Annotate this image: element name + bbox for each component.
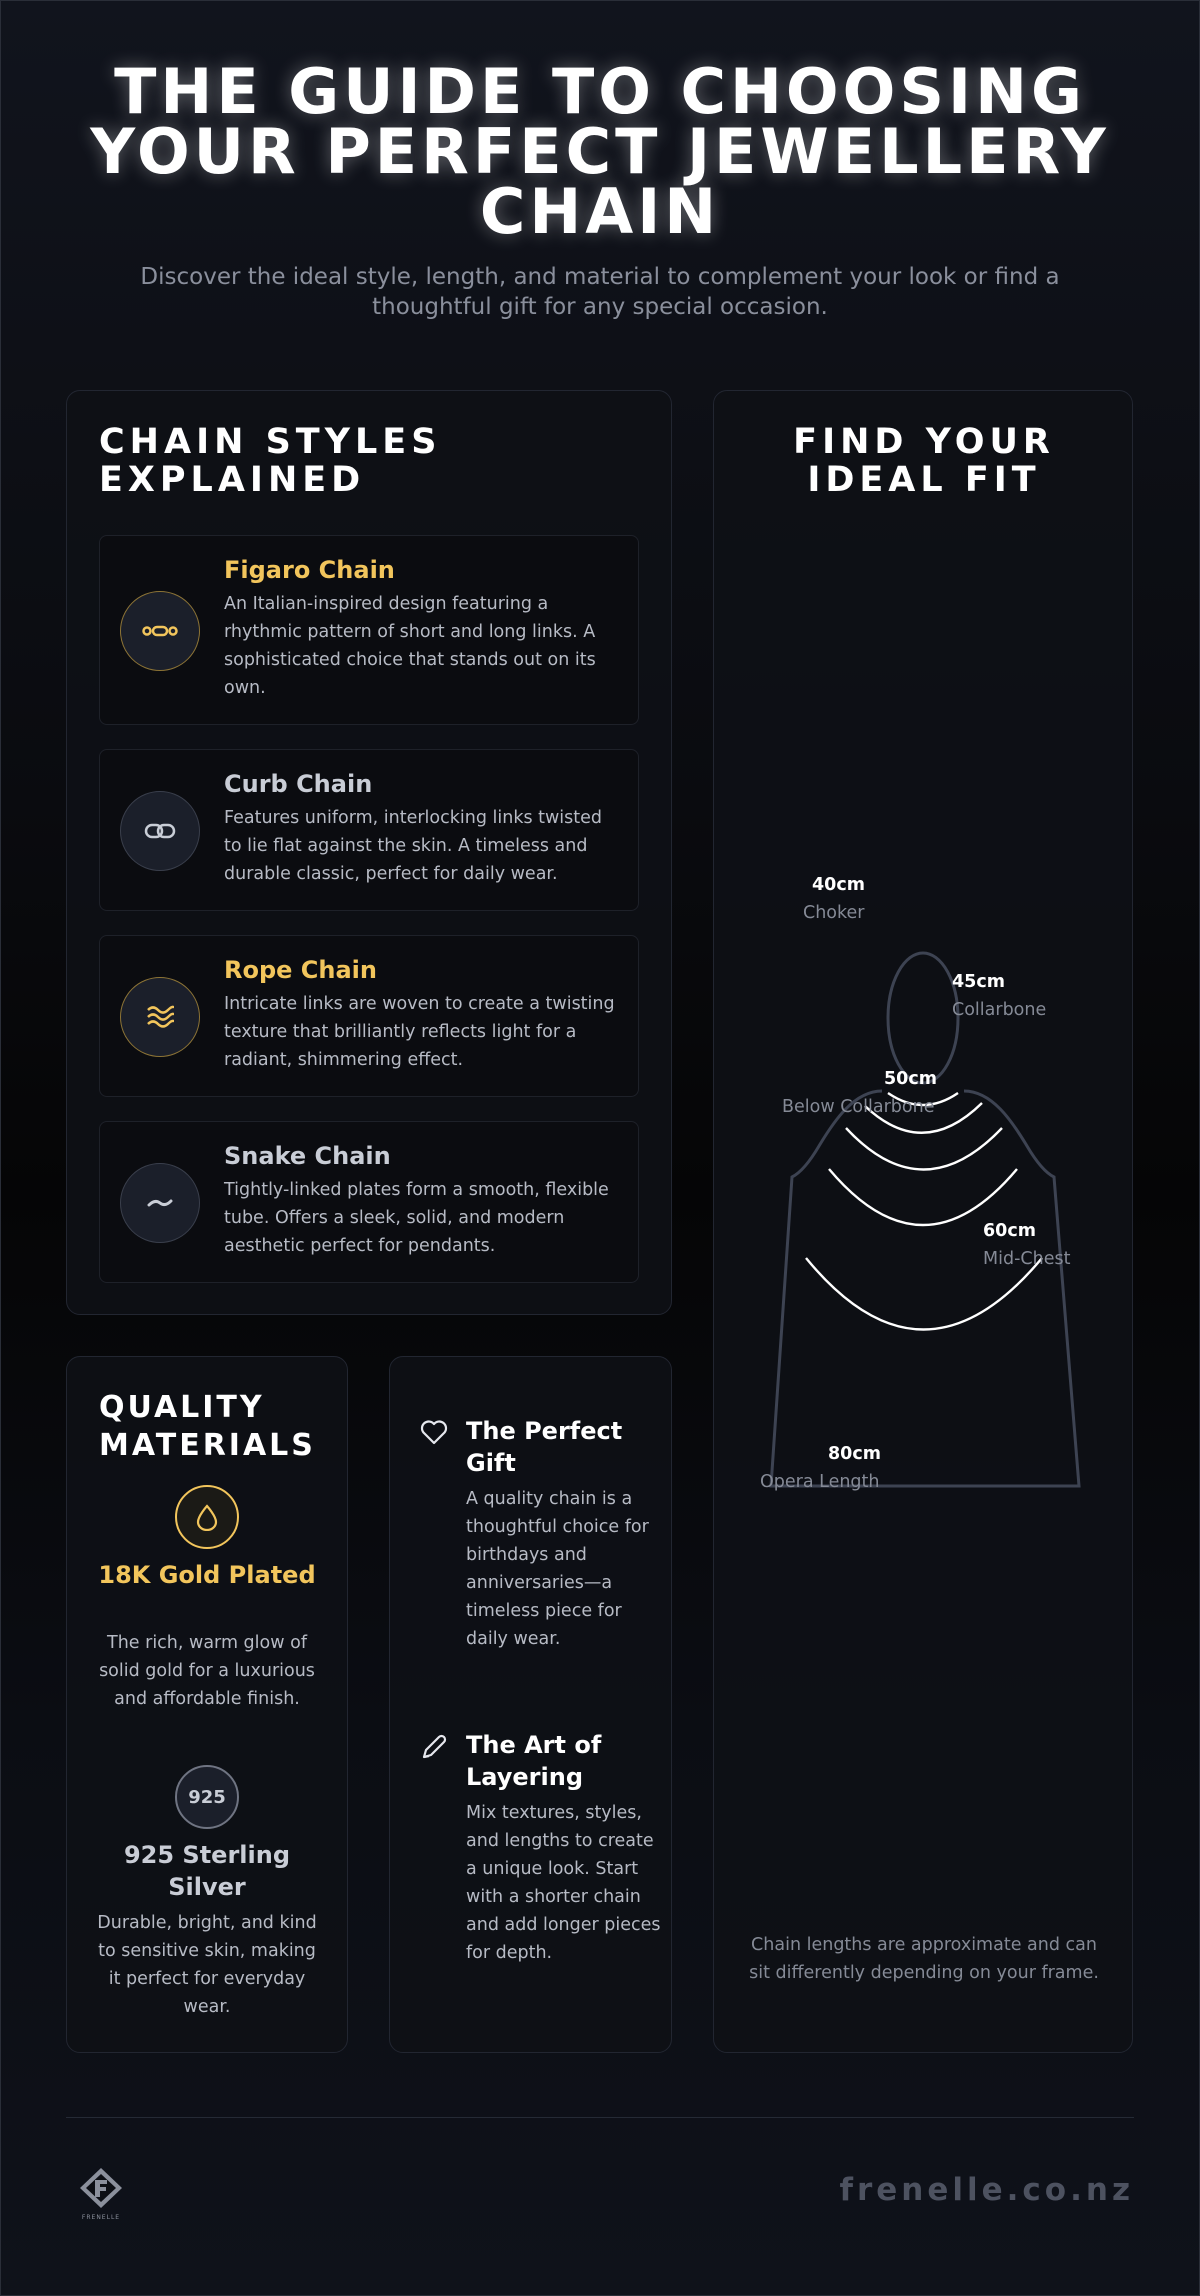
tip-description: Mix textures, styles, and lengths to create a unique look. Start with a shorter chain and add longer pieces for depth.	[466, 1803, 661, 1963]
silver-badge-text: 925	[188, 1786, 226, 1808]
diamond-logo-icon	[76, 2166, 126, 2210]
curb-link-icon	[120, 791, 200, 871]
gold-drop-badge	[175, 1485, 239, 1549]
tip-title: The Art of Layering	[466, 1731, 602, 1791]
length-value-45: 45cm	[952, 972, 1005, 992]
snake-tilde-icon	[120, 1163, 200, 1243]
page-title: THE GUIDE TO CHOOSING YOUR PERFECT JEWELLERY CHAIN	[90, 55, 1110, 248]
silver-925-badge	[175, 1765, 239, 1829]
style-name: Curb Chain	[224, 770, 373, 798]
materials-heading: QUALITY MATERIALS	[99, 1390, 316, 1463]
tips-panel	[389, 1356, 672, 2053]
brand-logo-wordmark: FRENELLE	[81, 2214, 121, 2221]
chain-line-50cm	[846, 1128, 1002, 1170]
fit-heading: FIND YOUR IDEAL FIT	[793, 422, 1055, 500]
material-description: The rich, warm glow of solid gold for a luxurious and affordable finish.	[99, 1633, 315, 1709]
length-value-60: 60cm	[983, 1221, 1036, 1241]
length-label-mid-chest: Mid-Chest	[983, 1249, 1071, 1269]
material-name: 18K Gold Plated	[98, 1561, 316, 1589]
length-label-below-collarbone: Below Collarbone	[782, 1097, 935, 1117]
material-description: Durable, bright, and kind to sensitive skin, making it perfect for everyday wear.	[97, 1913, 317, 2017]
length-label-collarbone: Collarbone	[952, 1000, 1047, 1020]
tip-title: The Perfect Gift	[466, 1417, 623, 1477]
material-name: 925 Sterling Silver	[123, 1841, 291, 1901]
pen-icon	[420, 1733, 448, 1761]
body-silhouette-diagram	[714, 911, 1134, 1631]
style-card-rope	[99, 935, 639, 1097]
neck-outline	[888, 953, 958, 1083]
heart-icon	[420, 1419, 448, 1447]
find-fit-panel	[713, 390, 1133, 2053]
chain-styles-panel	[66, 390, 672, 1315]
style-description: An Italian-inspired design featuring a rhythmic pattern of short and long links. A sophisticated choice that stands out on its own.	[224, 594, 596, 698]
style-name: Snake Chain	[224, 1142, 391, 1170]
style-card-figaro	[99, 535, 639, 725]
style-description: Intricate links are woven to create a twisting texture that brilliantly reflects light for a radiant, shimmering effect.	[224, 994, 615, 1070]
website-link[interactable]: frenelle.co.nz	[839, 2172, 1134, 2208]
footer-divider	[66, 2117, 1134, 2118]
style-description: Features uniform, interlocking links twisted to lie flat against the skin. A timeless and durable classic, perfect for daily wear.	[224, 808, 603, 884]
drop-icon	[195, 1503, 219, 1531]
length-label-choker: Choker	[803, 903, 865, 923]
length-value-40: 40cm	[812, 875, 865, 895]
chain-styles-heading: CHAIN STYLES EXPLAINED	[99, 422, 442, 500]
brand-logo[interactable]	[76, 2166, 126, 2226]
torso-outline	[771, 1091, 1079, 1486]
style-card-snake	[99, 1121, 639, 1283]
length-value-80: 80cm	[828, 1444, 881, 1464]
fit-disclaimer: Chain lengths are approximate and can sit differently depending on your frame.	[749, 1935, 1099, 1983]
length-value-50: 50cm	[884, 1069, 937, 1089]
tip-description: A quality chain is a thoughtful choice for birthdays and anniversaries—a timeless piece for daily wear.	[466, 1489, 649, 1649]
quality-materials-panel	[66, 1356, 348, 2053]
style-card-curb	[99, 749, 639, 911]
figaro-link-icon	[120, 591, 200, 671]
chain-line-60cm	[829, 1169, 1017, 1225]
style-description: Tightly-linked plates form a smooth, flexible tube. Offers a sleek, solid, and modern aesthetic perfect for pendants.	[224, 1180, 609, 1256]
style-name: Rope Chain	[224, 956, 377, 984]
rope-wave-icon	[120, 977, 200, 1057]
length-label-opera: Opera Length	[760, 1472, 880, 1492]
page-subtitle: Discover the ideal style, length, and material to complement your look or find a thoughtful gift for any special occasion.	[140, 264, 1060, 320]
style-name: Figaro Chain	[224, 556, 395, 584]
